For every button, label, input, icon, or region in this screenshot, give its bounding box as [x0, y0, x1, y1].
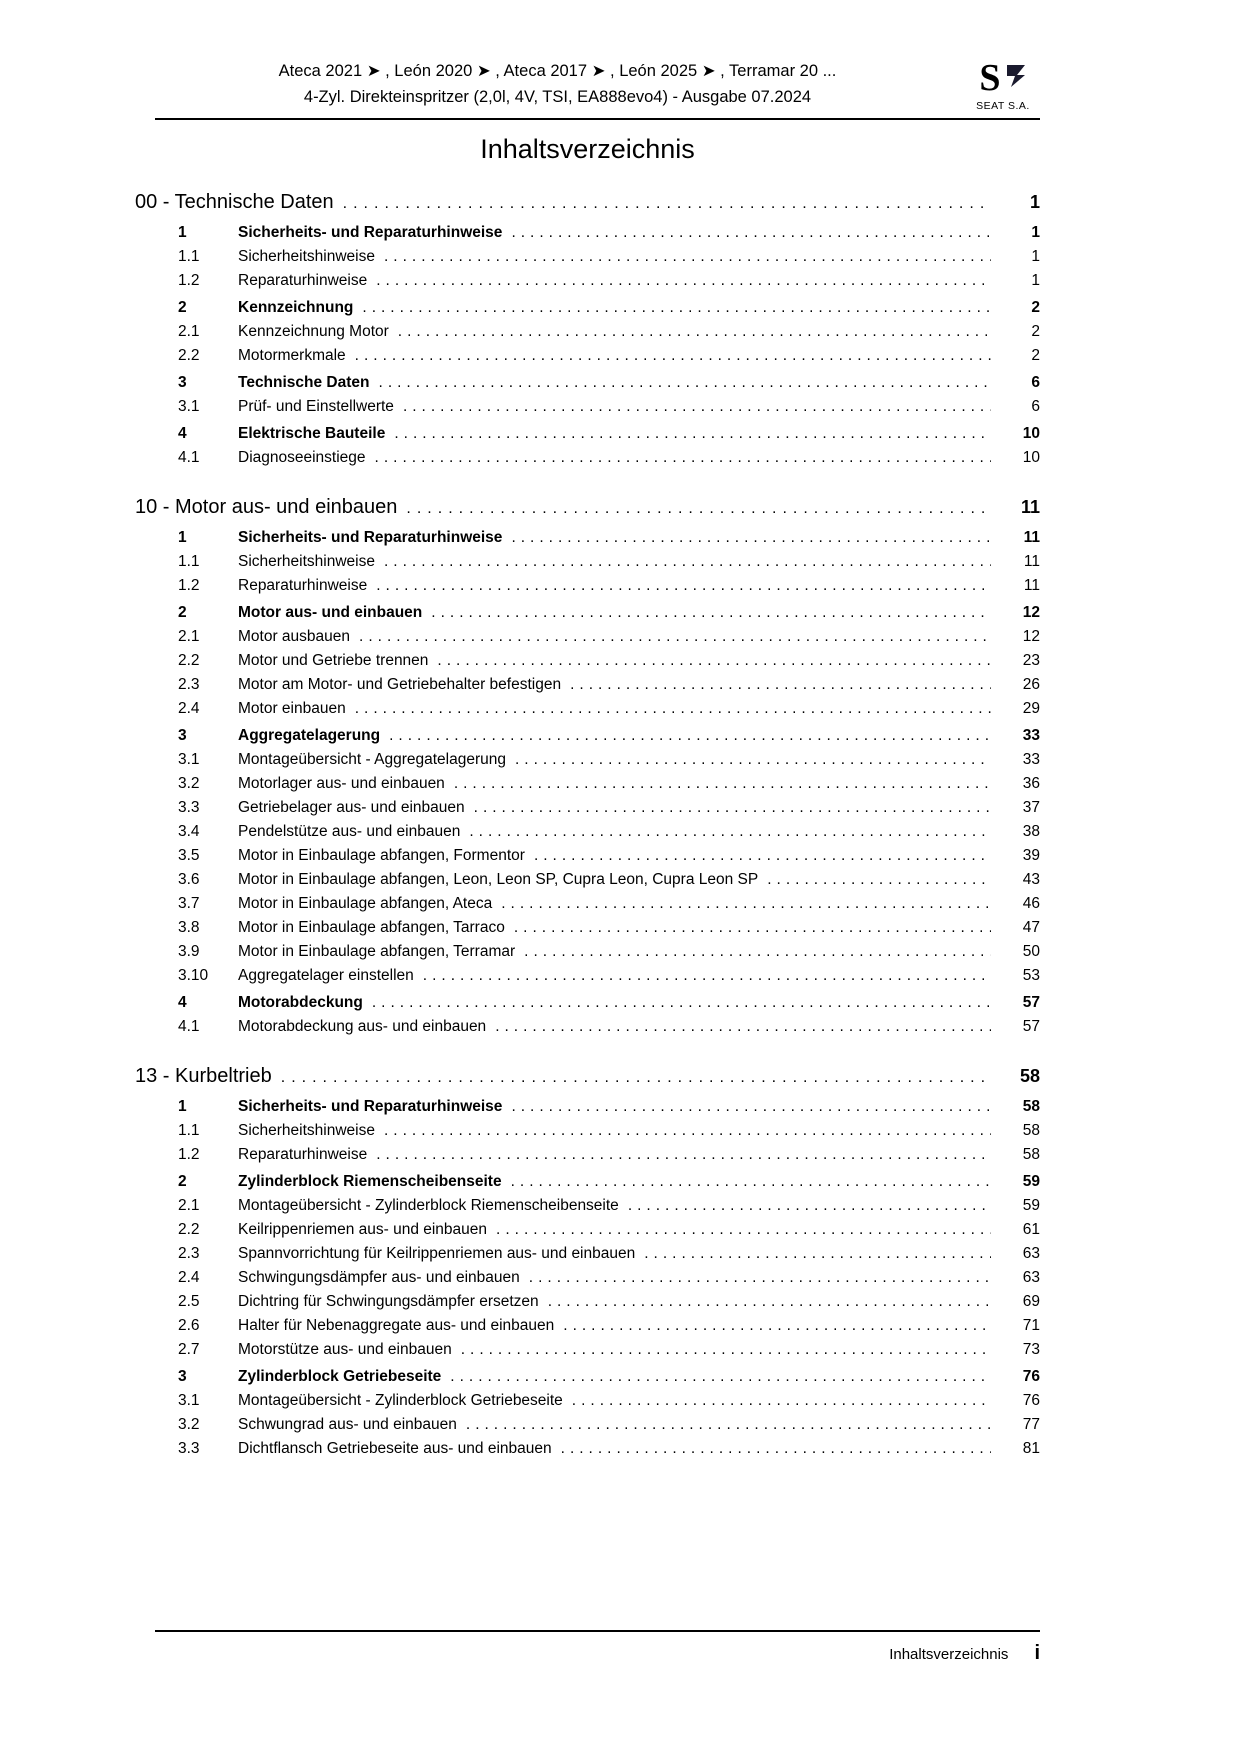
toc-section-row: [135, 371, 1040, 395]
dot-leader: [511, 221, 991, 245]
section-page-number: 43: [1022, 871, 1040, 888]
dot-leader: [514, 916, 991, 940]
section-number: 2: [178, 604, 187, 621]
toc-section-row: [135, 296, 1040, 320]
section-page-number: 33: [1022, 751, 1040, 768]
section-page-number: 10: [1022, 425, 1040, 442]
dot-leader: [376, 1143, 991, 1167]
toc-section-row: [135, 601, 1040, 625]
section-number: 4: [178, 425, 187, 442]
dot-leader: [454, 772, 991, 796]
section-title: Montageübersicht - Aggregatelagerung: [238, 751, 506, 768]
dot-leader: [495, 1015, 991, 1039]
dot-leader: [767, 868, 991, 892]
section-page-number: 58: [1022, 1098, 1040, 1115]
dot-leader: [534, 844, 991, 868]
toc-section-row: [135, 269, 1040, 293]
dot-leader: [281, 1065, 991, 1088]
dot-leader: [644, 1242, 991, 1266]
toc-chapter-row: [135, 191, 1040, 214]
section-title: Keilrippenriemen aus- und einbauen: [238, 1221, 488, 1238]
section-title: Schwingungsdämpfer aus- und einbauen: [238, 1269, 520, 1286]
section-page-number: 57: [1022, 1018, 1040, 1035]
section-title: Diagnoseeinstiege: [238, 449, 366, 466]
section-page-number: 76: [1022, 1392, 1040, 1409]
section-title: Motor in Einbaulage abfangen, Formentor: [238, 847, 525, 864]
toc-section-row: [135, 574, 1040, 598]
section-number: 3.9: [178, 943, 200, 960]
section-title: Dichtring für Schwingungsdämpfer ersetzen: [238, 1293, 539, 1310]
chapter-page-number: 11: [1020, 497, 1040, 517]
dot-leader: [355, 697, 991, 721]
dot-leader: [372, 991, 991, 1015]
section-page-number: 2: [1031, 299, 1040, 316]
section-title: Motorabdeckung aus- und einbauen: [238, 1018, 487, 1035]
section-page-number: 6: [1031, 374, 1040, 391]
section-number: 3.10: [178, 967, 209, 984]
toc-section-row: [135, 1015, 1040, 1039]
section-title: Montageübersicht - Zylinderblock Riemenscheibenseite: [238, 1197, 619, 1214]
section-number: 2.4: [178, 1269, 200, 1286]
section-title: Motor in Einbaulage abfangen, Leon, Leon SP, Cupra Leon, Cupra Leon SP: [238, 871, 759, 888]
toc-section-row: [135, 395, 1040, 419]
section-title: Sicherheitshinweise: [238, 248, 375, 265]
toc-section-row: [135, 446, 1040, 470]
section-number: 2: [178, 1173, 187, 1190]
dot-leader: [461, 1338, 991, 1362]
dot-leader: [384, 550, 991, 574]
dot-leader: [359, 625, 991, 649]
section-title: Reparaturhinweise: [238, 577, 368, 594]
section-title: Dichtflansch Getriebeseite aus- und einbauen: [238, 1440, 552, 1457]
seat-logo-caption: SEAT S.A.: [976, 100, 1030, 112]
toc-section-row: [135, 868, 1040, 892]
section-title: Prüf- und Einstellwerte: [238, 398, 394, 415]
section-title: Reparaturhinweise: [238, 1146, 368, 1163]
page-content: [135, 58, 1040, 1461]
section-title: Spannvorrichtung für Keilrippenriemen aus- und einbauen: [238, 1245, 636, 1262]
section-page-number: 53: [1022, 967, 1040, 984]
section-page-number: 58: [1022, 1146, 1040, 1163]
section-number: 2.6: [178, 1317, 200, 1334]
section-number: 2.1: [178, 1197, 200, 1214]
section-title: Elektrische Bauteile: [238, 425, 386, 442]
section-page-number: 29: [1022, 700, 1040, 717]
toc-section-row: [135, 245, 1040, 269]
dot-leader: [403, 395, 991, 419]
toc-section-row: [135, 422, 1040, 446]
section-title: Sicherheits- und Reparaturhinweise: [238, 529, 503, 546]
toc-section-row: [135, 1242, 1040, 1266]
dot-leader: [362, 296, 991, 320]
section-page-number: 57: [1022, 994, 1040, 1011]
toc-section-row: [135, 1143, 1040, 1167]
section-page-number: 12: [1022, 628, 1040, 645]
seat-logo: [966, 57, 1040, 112]
toc-section-row: [135, 820, 1040, 844]
dot-leader: [398, 320, 991, 344]
section-title: Motor einbauen: [238, 700, 346, 717]
dot-leader: [355, 344, 991, 368]
section-title: Reparaturhinweise: [238, 272, 368, 289]
section-number: 3: [178, 1368, 187, 1385]
section-title: Motor und Getriebe trennen: [238, 652, 429, 669]
section-title: Kennzeichnung: [238, 299, 354, 316]
toc-list: [135, 191, 1040, 1461]
toc-section-row: [135, 526, 1040, 550]
dot-leader: [450, 1365, 991, 1389]
toc-section-row: [135, 1389, 1040, 1413]
section-number: 2.3: [178, 676, 200, 693]
section-title: Technische Daten: [238, 374, 370, 391]
footer-rule: [155, 1630, 1040, 1632]
toc-section-row: [135, 724, 1040, 748]
section-title: Aggregatelager einstellen: [238, 967, 414, 984]
toc-section-row: [135, 1290, 1040, 1314]
toc-section-row: [135, 1194, 1040, 1218]
dot-leader: [548, 1290, 991, 1314]
section-page-number: 26: [1022, 676, 1040, 693]
dot-leader: [563, 1314, 991, 1338]
section-title: Motorstütze aus- und einbauen: [238, 1341, 452, 1358]
section-number: 2.1: [178, 628, 200, 645]
chapter-page-number: 1: [1029, 192, 1040, 212]
chapter-label: 13 - Kurbeltrieb: [135, 1065, 272, 1087]
section-number: 3.3: [178, 1440, 200, 1457]
section-page-number: 63: [1022, 1269, 1040, 1286]
section-page-number: 1: [1031, 248, 1040, 265]
toc-section-row: [135, 625, 1040, 649]
toc-section-row: [135, 649, 1040, 673]
section-number: 3.5: [178, 847, 200, 864]
section-number: 3.1: [178, 1392, 200, 1409]
section-number: 2.4: [178, 700, 200, 717]
section-page-number: 2: [1031, 323, 1040, 340]
section-page-number: 37: [1022, 799, 1040, 816]
toc-section-row: [135, 1413, 1040, 1437]
dot-leader: [570, 673, 991, 697]
header-engine-line: 4-Zyl. Direkteinspritzer (2,0l, 4V, TSI, EA888evo4) - Ausgabe 07.2024: [303, 88, 812, 106]
dot-leader: [379, 371, 991, 395]
toc-section-row: [135, 796, 1040, 820]
footer-row: [135, 1642, 1040, 1665]
section-title: Zylinderblock Riemenscheibenseite: [238, 1173, 502, 1190]
toc-section-row: [135, 964, 1040, 988]
section-page-number: 71: [1022, 1317, 1040, 1334]
dot-leader: [343, 191, 991, 214]
dot-leader: [376, 269, 991, 293]
section-page-number: 2: [1031, 347, 1040, 364]
section-title: Motorlager aus- und einbauen: [238, 775, 445, 792]
header-rule: [155, 118, 1040, 120]
toc-section-row: [135, 748, 1040, 772]
dot-leader: [376, 574, 991, 598]
toc-section-row: [135, 772, 1040, 796]
seat-arrow-icon: [1005, 63, 1027, 94]
toc-section-row: [135, 1095, 1040, 1119]
dot-leader: [511, 1095, 991, 1119]
section-number: 3.8: [178, 919, 200, 936]
section-title: Sicherheitshinweise: [238, 1122, 375, 1139]
chapter-label: 10 - Motor aus- und einbauen: [135, 496, 398, 518]
section-number: 3.4: [178, 823, 200, 840]
section-number: 1.2: [178, 272, 200, 289]
section-page-number: 11: [1023, 529, 1040, 546]
section-number: 3: [178, 727, 187, 744]
section-title: Motor aus- und einbauen: [238, 604, 423, 621]
section-page-number: 38: [1022, 823, 1040, 840]
toc-section-row: [135, 1218, 1040, 1242]
section-title: Montageübersicht - Zylinderblock Getriebeseite: [238, 1392, 563, 1409]
dot-leader: [515, 748, 991, 772]
section-number: 1: [178, 224, 187, 241]
section-number: 2.1: [178, 323, 200, 340]
dot-leader: [406, 496, 991, 519]
section-page-number: 59: [1022, 1173, 1040, 1190]
section-page-number: 69: [1022, 1293, 1040, 1310]
dot-leader: [511, 1170, 991, 1194]
section-number: 1: [178, 1098, 187, 1115]
section-title: Halter für Nebenaggregate aus- und einbauen: [238, 1317, 555, 1334]
section-page-number: 39: [1022, 847, 1040, 864]
dot-leader: [431, 601, 991, 625]
dot-leader: [384, 245, 991, 269]
section-title: Motormerkmale: [238, 347, 346, 364]
toc-section-row: [135, 221, 1040, 245]
section-number: 1.1: [178, 1122, 200, 1139]
toc-section-row: [135, 1119, 1040, 1143]
section-title: Aggregatelagerung: [238, 727, 381, 744]
section-number: 2.2: [178, 652, 200, 669]
section-page-number: 46: [1022, 895, 1040, 912]
dot-leader: [496, 1218, 991, 1242]
section-title: Sicherheits- und Reparaturhinweise: [238, 1098, 503, 1115]
section-title: Pendelstütze aus- und einbauen: [238, 823, 461, 840]
section-title: Sicherheits- und Reparaturhinweise: [238, 224, 503, 241]
section-page-number: 36: [1022, 775, 1040, 792]
toc-section-row: [135, 344, 1040, 368]
toc-chapter-row: [135, 496, 1040, 519]
section-number: 2.3: [178, 1245, 200, 1262]
toc-section-row: [135, 1314, 1040, 1338]
section-page-number: 47: [1022, 919, 1040, 936]
section-title: Schwungrad aus- und einbauen: [238, 1416, 457, 1433]
section-number: 4.1: [178, 1018, 200, 1035]
section-page-number: 11: [1023, 577, 1040, 594]
section-title: Motorabdeckung: [238, 994, 363, 1011]
section-number: 1.1: [178, 553, 200, 570]
section-title: Motor in Einbaulage abfangen, Ateca: [238, 895, 493, 912]
toc-section-row: [135, 697, 1040, 721]
dot-leader: [384, 1119, 991, 1143]
section-page-number: 63: [1022, 1245, 1040, 1262]
section-title: Sicherheitshinweise: [238, 553, 375, 570]
toc-section-row: [135, 320, 1040, 344]
section-page-number: 12: [1022, 604, 1040, 621]
dot-leader: [389, 724, 991, 748]
section-number: 3.6: [178, 871, 200, 888]
seat-logo-marks: [966, 57, 1040, 99]
dot-leader: [501, 892, 991, 916]
dot-leader: [524, 940, 991, 964]
footer-page-number: i: [1034, 1642, 1040, 1664]
section-title: Zylinderblock Getriebeseite: [238, 1368, 442, 1385]
section-page-number: 76: [1022, 1368, 1040, 1385]
dot-leader: [529, 1266, 991, 1290]
chapter-label: 00 - Technische Daten: [135, 191, 334, 213]
section-page-number: 81: [1022, 1440, 1040, 1457]
page-footer: [135, 1630, 1040, 1665]
toc-section-row: [135, 1365, 1040, 1389]
section-number: 3.1: [178, 751, 200, 768]
section-number: 4: [178, 994, 187, 1011]
section-number: 2.2: [178, 347, 200, 364]
section-number: 1.2: [178, 577, 200, 594]
toc-section-row: [135, 1170, 1040, 1194]
seat-s-icon: S: [979, 57, 999, 99]
toc-section-row: [135, 550, 1040, 574]
section-page-number: 61: [1022, 1221, 1040, 1238]
section-page-number: 1: [1031, 224, 1040, 241]
toc-section-row: [135, 916, 1040, 940]
page-title: Inhaltsverzeichnis: [480, 134, 695, 164]
dot-leader: [572, 1389, 991, 1413]
dot-leader: [375, 446, 991, 470]
footer-label: Inhaltsverzeichnis: [889, 1646, 1009, 1663]
section-page-number: 50: [1022, 943, 1040, 960]
header-lines: [135, 58, 1040, 110]
section-page-number: 73: [1022, 1341, 1040, 1358]
section-number: 3: [178, 374, 187, 391]
section-number: 3.2: [178, 775, 200, 792]
dot-leader: [469, 820, 991, 844]
section-page-number: 10: [1022, 449, 1040, 466]
toc-section-row: [135, 1266, 1040, 1290]
dot-leader: [466, 1413, 991, 1437]
section-title: Motor in Einbaulage abfangen, Tarraco: [238, 919, 505, 936]
section-page-number: 11: [1023, 553, 1040, 570]
toc-section-row: [135, 1437, 1040, 1461]
section-title: Getriebelager aus- und einbauen: [238, 799, 465, 816]
section-number: 2: [178, 299, 187, 316]
dot-leader: [437, 649, 991, 673]
toc-chapter-row: [135, 1065, 1040, 1088]
section-page-number: 23: [1022, 652, 1040, 669]
section-number: 3.2: [178, 1416, 200, 1433]
chapter-page-number: 58: [1019, 1066, 1040, 1086]
dot-leader: [474, 796, 991, 820]
section-number: 2.2: [178, 1221, 200, 1238]
toc-section-row: [135, 940, 1040, 964]
toc-section-row: [135, 1338, 1040, 1362]
section-page-number: 59: [1022, 1197, 1040, 1214]
section-number: 1: [178, 529, 187, 546]
toc-section-row: [135, 892, 1040, 916]
section-title: Motor in Einbaulage abfangen, Terramar: [238, 943, 516, 960]
section-page-number: 1: [1031, 272, 1040, 289]
dot-leader: [628, 1194, 991, 1218]
section-page-number: 77: [1022, 1416, 1040, 1433]
header-models-line: Ateca 2021 ➤ , León 2020 ➤ , Ateca 2017 ➤ , León 2025 ➤ , Terramar 20 ...: [278, 62, 837, 80]
section-title: Motor ausbauen: [238, 628, 351, 645]
toc-section-row: [135, 844, 1040, 868]
section-number: 3.7: [178, 895, 200, 912]
section-page-number: 33: [1022, 727, 1040, 744]
toc-section-row: [135, 991, 1040, 1015]
section-number: 1.1: [178, 248, 200, 265]
section-number: 3.3: [178, 799, 200, 816]
section-number: 2.5: [178, 1293, 200, 1310]
dot-leader: [511, 526, 991, 550]
dot-leader: [423, 964, 991, 988]
page-header: [135, 58, 1040, 120]
dot-leader: [394, 422, 991, 446]
section-number: 4.1: [178, 449, 200, 466]
section-title: Motor am Motor- und Getriebehalter befestigen: [238, 676, 562, 693]
toc-section-row: [135, 673, 1040, 697]
section-page-number: 6: [1031, 398, 1040, 415]
section-title: Kennzeichnung Motor: [238, 323, 389, 340]
section-number: 3.1: [178, 398, 200, 415]
section-page-number: 58: [1022, 1122, 1040, 1139]
section-number: 2.7: [178, 1341, 200, 1358]
section-number: 1.2: [178, 1146, 200, 1163]
dot-leader: [561, 1437, 991, 1461]
